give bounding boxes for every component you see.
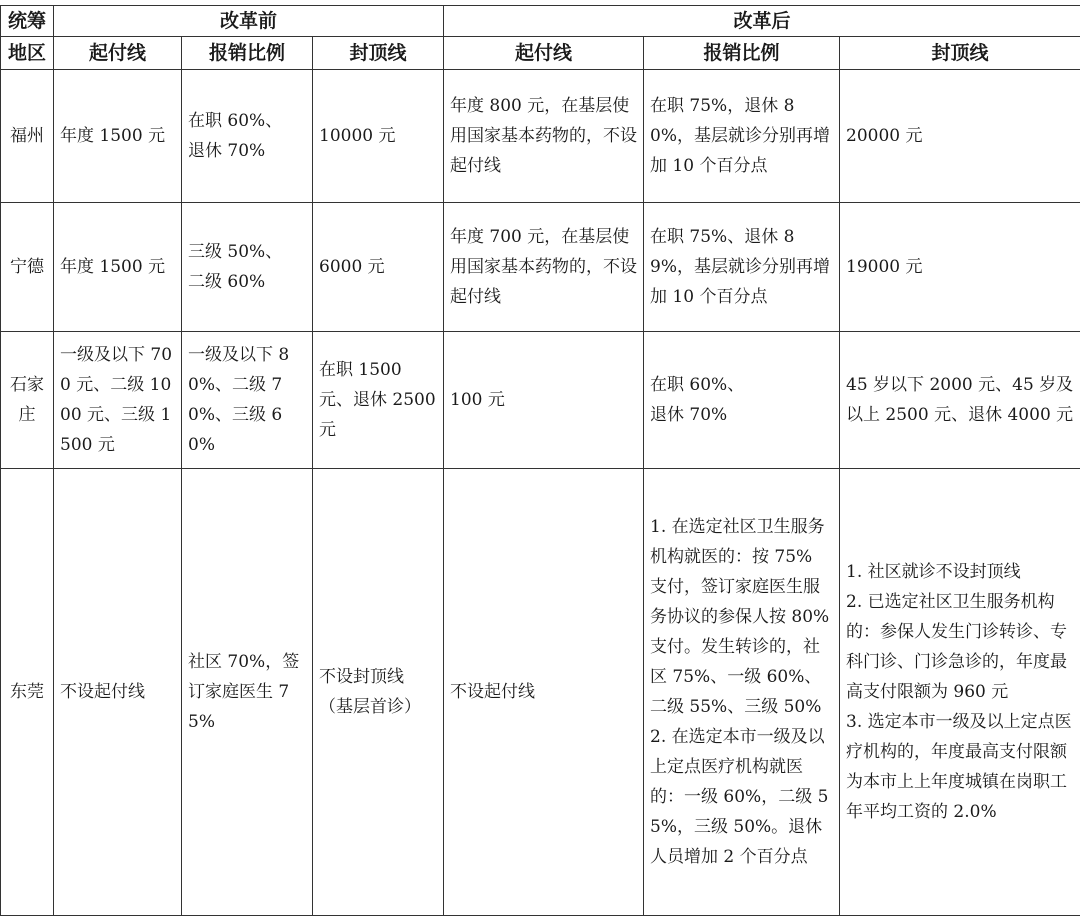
before-cap-cell: 10000 元	[313, 70, 444, 203]
after-deductible-cell: 100 元	[444, 332, 644, 469]
before-deductible-cell: 年度 1500 元	[54, 203, 182, 332]
after-ratio-cell: 1. 在选定社区卫生服务机构就医的：按 75% 支付，签订家庭医生服务协议的参保人按 80% 支付。发生转诊的，社区 75%、一级 60%、二级 55%、三级 50% 2. 在选定本市一级及以上定点医疗机构就医的：一级 60%，二级 55%，三级 50%。退休人员增加 2 个百分点	[644, 469, 840, 916]
before-ratio-cell: 三级 50%、 二级 60%	[182, 203, 313, 332]
before-ratio-cell: 社区 70%，签订家庭医生 75%	[182, 469, 313, 916]
after-ratio-cell: 在职 75%，退休 80%，基层就诊分别再增加 10 个百分点	[644, 70, 840, 203]
region-cell: 福州	[1, 70, 54, 203]
header-before-cap: 封顶线	[313, 37, 444, 70]
header-after-cap: 封顶线	[840, 37, 1080, 70]
table-row-dongguan	[1, 469, 1080, 916]
before-deductible-cell: 一级及以下 700 元、二级 1000 元、三级 1500 元	[54, 332, 182, 469]
header-before-deductible: 起付线	[54, 37, 182, 70]
after-cap-cell: 19000 元	[840, 203, 1080, 332]
after-deductible-cell: 年度 800 元，在基层使用国家基本药物的，不设起付线	[444, 70, 644, 203]
header-row-sub	[1, 37, 1080, 70]
before-deductible-cell: 不设起付线	[54, 469, 182, 916]
before-ratio-cell: 在职 60%、 退休 70%	[182, 70, 313, 203]
header-row-top	[1, 6, 1080, 37]
before-deductible-cell: 年度 1500 元	[54, 70, 182, 203]
header-region-bottom: 地区	[1, 37, 54, 70]
before-ratio-cell: 一级及以下 80%、二级 70%、三级 60%	[182, 332, 313, 469]
after-ratio-cell: 在职 60%、 退休 70%	[644, 332, 840, 469]
before-cap-cell: 在职 1500 元、退休 2500 元	[313, 332, 444, 469]
policy-comparison-table	[0, 5, 1080, 916]
after-deductible-cell: 不设起付线	[444, 469, 644, 916]
after-ratio-cell: 在职 75%、退休 89%，基层就诊分别再增加 10 个百分点	[644, 203, 840, 332]
after-cap-cell: 45 岁以下 2000 元、45 岁及以上 2500 元、退休 4000 元	[840, 332, 1080, 469]
header-before-reform: 改革前	[54, 6, 444, 37]
before-cap-cell: 6000 元	[313, 203, 444, 332]
header-region-top: 统筹	[1, 6, 54, 37]
region-cell: 宁德	[1, 203, 54, 332]
after-cap-cell: 20000 元	[840, 70, 1080, 203]
table-row-shijiazhuang	[1, 332, 1080, 469]
header-after-reform: 改革后	[444, 6, 1080, 37]
after-deductible-cell: 年度 700 元，在基层使用国家基本药物的，不设起付线	[444, 203, 644, 332]
after-cap-cell: 1. 社区就诊不设封顶线 2. 已选定社区卫生服务机构的：参保人发生门诊转诊、专科门诊、门诊急诊的，年度最高支付限额为 960 元 3. 选定本市一级及以上定点医疗机构的，年度最高支付限额为本市上上年度城镇在岗职工年平均工资的 2.0%	[840, 469, 1080, 916]
table-row-fuzhou	[1, 70, 1080, 203]
header-after-ratio: 报销比例	[644, 37, 840, 70]
header-before-ratio: 报销比例	[182, 37, 313, 70]
before-cap-cell: 不设封顶线（基层首诊）	[313, 469, 444, 916]
region-cell: 石家庄	[1, 332, 54, 469]
table-row-ningde	[1, 203, 1080, 332]
region-cell: 东莞	[1, 469, 54, 916]
header-after-deductible: 起付线	[444, 37, 644, 70]
